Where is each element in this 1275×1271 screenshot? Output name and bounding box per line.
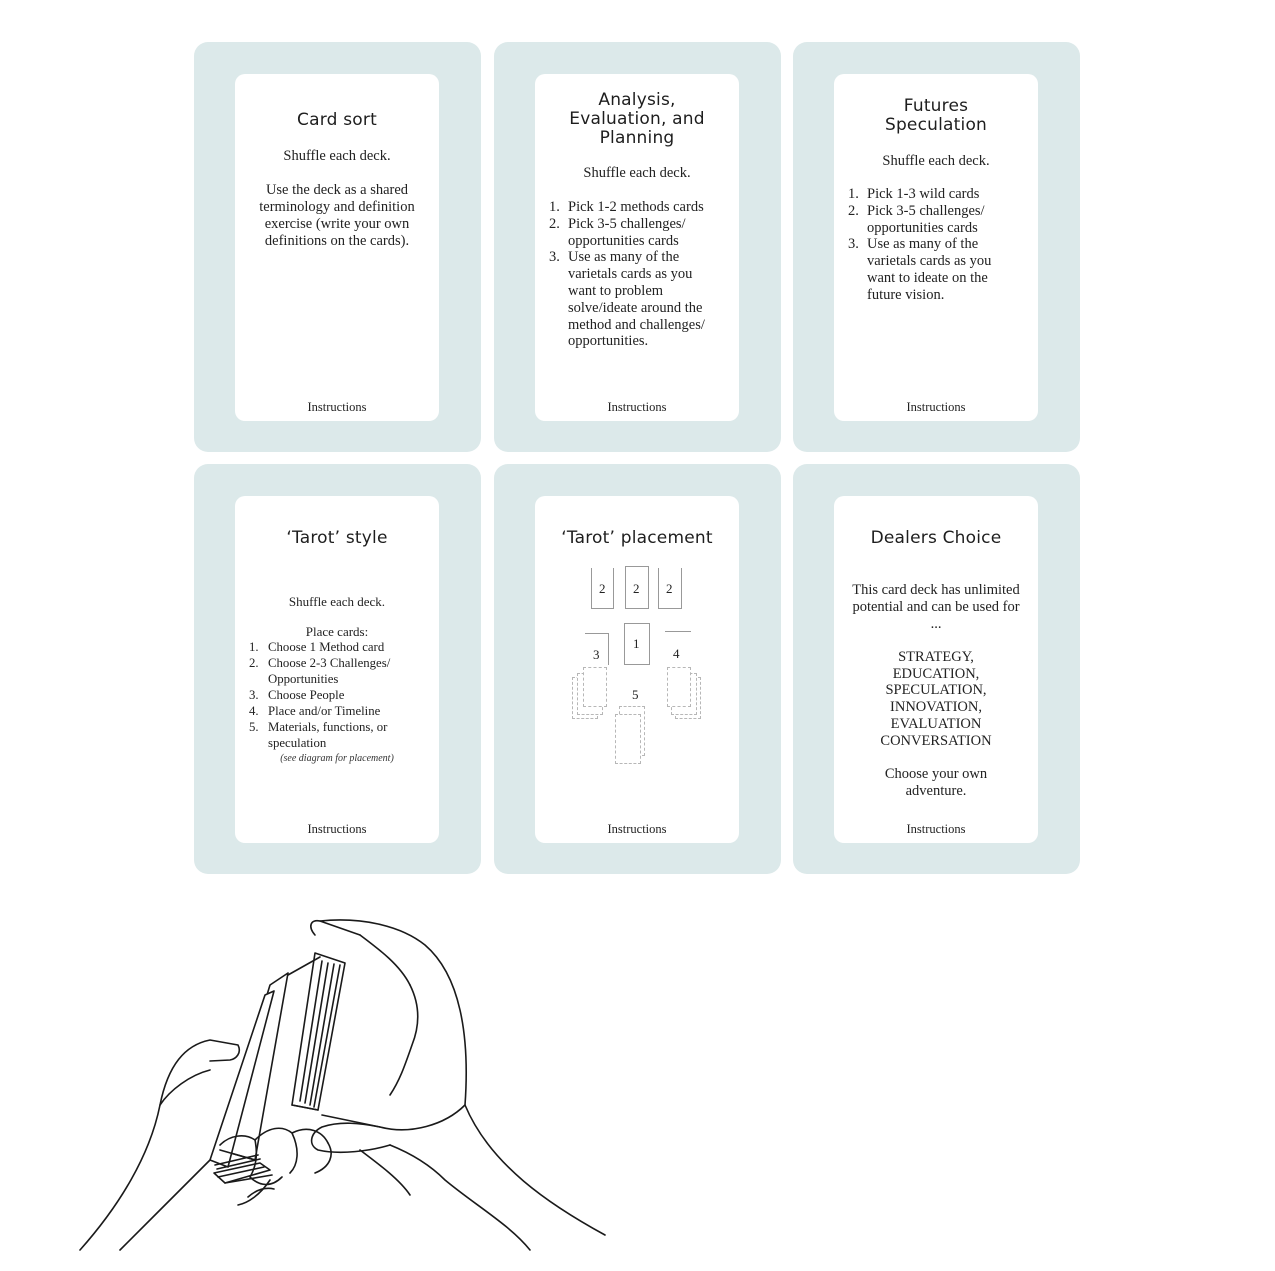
- list-item: 2. Pick 3-5 challenges/ opportunities cards: [848, 202, 985, 236]
- card-face: [235, 496, 439, 843]
- card-footer: Instructions: [307, 400, 367, 414]
- card-text: Shuffle each deck.: [583, 165, 691, 181]
- list-item: 1. Choose 1 Method card: [249, 640, 385, 654]
- placement-note: (see diagram for placement): [280, 753, 394, 764]
- card-footer: Instructions: [607, 822, 667, 836]
- futures-card: [793, 42, 1080, 452]
- slot-label: 2: [599, 581, 606, 596]
- card-title: ‘Tarot’ placement: [561, 528, 713, 548]
- card-title: Card sort: [297, 110, 377, 130]
- slot-label: 2: [633, 581, 640, 596]
- slot-label: 1: [633, 636, 640, 651]
- card-sort-card: [194, 42, 481, 452]
- card-text: Place cards:: [305, 624, 369, 639]
- card-face: [834, 496, 1038, 843]
- list-item: 1. Pick 1-3 wild cards: [848, 186, 980, 202]
- card-face: [535, 496, 739, 843]
- card-title: Dealers Choice: [870, 528, 1002, 548]
- card-text: Choose your own adventure.: [884, 766, 988, 799]
- step-list: [549, 199, 729, 350]
- card-text: Shuffle each deck.: [882, 153, 990, 169]
- hands-shuffling-cards-icon: [60, 905, 620, 1265]
- card-footer: Instructions: [906, 400, 966, 414]
- list-item: 3. Use as many of the varietals cards as you want to ideate on the future vision.: [848, 236, 992, 303]
- card-footer: Instructions: [607, 400, 667, 414]
- list-item: 4. Place and/or Timeline: [249, 704, 381, 718]
- slot-label: 2: [666, 581, 673, 596]
- right-deck-icon: [288, 953, 345, 1110]
- list-item: CONVERSATION: [880, 732, 992, 749]
- card-footer: Instructions: [906, 822, 966, 836]
- card-face: [235, 74, 439, 421]
- list-item: 3. Use as many of the varietals cards as you want to problem solve/ideate around the method and challenges/ opportunities.: [549, 249, 705, 350]
- slot-label: 4: [673, 646, 680, 661]
- card-title: Futures Speculation: [884, 96, 988, 135]
- list-item: 3. Choose People: [249, 688, 345, 702]
- left-deck-icon: [210, 973, 288, 1183]
- list-item: 1. Pick 1-2 methods cards: [549, 199, 704, 215]
- list-item: 5. Materials, functions, or speculation: [249, 720, 388, 750]
- card-text: Shuffle each deck.: [288, 594, 386, 609]
- card-text: Use the deck as a shared terminology and definition exercise (write your own definitions on the cards).: [259, 182, 415, 249]
- list-item: 2. Choose 2-3 Challenges/ Opportunities: [249, 656, 391, 686]
- list-item: EVALUATION: [890, 715, 982, 732]
- list-item: INNOVATION,: [890, 699, 982, 716]
- list-item: STRATEGY,: [898, 649, 974, 665]
- card-title: ‘Tarot’ style: [286, 528, 388, 548]
- dealers-choice-card: [793, 464, 1080, 874]
- card-text: Shuffle each deck.: [283, 148, 391, 164]
- list-item: SPECULATION,: [885, 682, 987, 699]
- list-item: 2. Pick 3-5 challenges/ opportunities cards: [549, 215, 686, 249]
- analysis-card: [494, 42, 781, 452]
- card-footer: Instructions: [307, 822, 367, 836]
- tarot-style-card: [194, 464, 481, 874]
- step-list: [848, 186, 1028, 304]
- list-item: EDUCATION,: [892, 665, 980, 682]
- step-list: [249, 639, 433, 751]
- card-face: [834, 74, 1038, 421]
- card-text: This card deck has unlimited potential and can be used for ...: [852, 582, 1020, 632]
- card-face: [535, 74, 739, 421]
- slot-label: 3: [593, 647, 600, 662]
- tarot-placement-card: [494, 464, 781, 874]
- slot-label: 5: [632, 687, 639, 702]
- card-title: Analysis, Evaluation, and Planning: [569, 90, 705, 148]
- uses-list: [848, 649, 1024, 749]
